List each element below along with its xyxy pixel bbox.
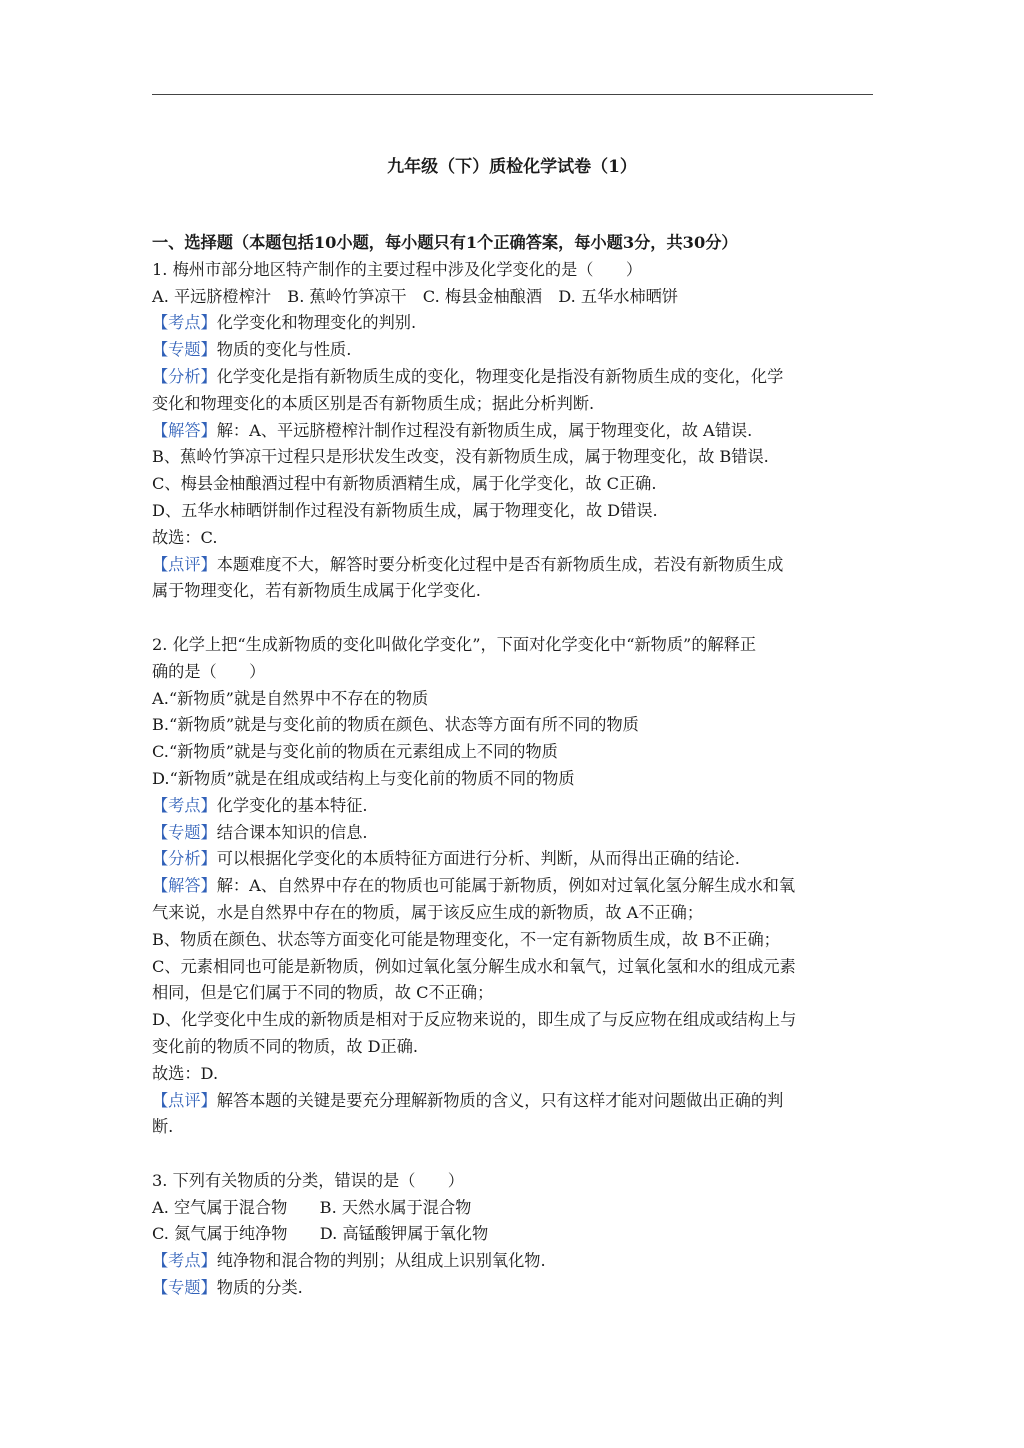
q2-jieda-4: C、元素相同也可能是新物质，例如过氧化氢分解生成水和氧气，过氧化氢和水的组成元素 xyxy=(152,956,796,976)
q1-zhuanti-text: 物质的变化与性质. xyxy=(216,340,352,360)
q1-kaodian xyxy=(152,310,872,337)
q2-option-d: D.“新物质”就是在组成或结构上与变化前的物质不同的物质 xyxy=(152,768,575,788)
q1-fenxi-text: 化学变化是指有新物质生成的变化，物理变化是指没有新物质生成的变化，化学 xyxy=(216,366,784,386)
section-heading: 一、选择题（本题包括10小题，每小题只有1个正确答案，每小题3分，共30分） xyxy=(152,233,738,252)
q2-option-a: A.“新物质”就是自然界中不存在的物质 xyxy=(152,688,429,708)
q2-dianping-cont: 断. xyxy=(152,1117,174,1137)
q2-zhuanti xyxy=(152,820,872,847)
q1-options: A. 平远脐橙榨汁 B. 蕉岭竹笋凉干 C. 梅县金柚酿酒 D. 五华水柿晒饼 xyxy=(152,286,679,306)
q2-fenxi xyxy=(152,846,872,873)
q1-jieda-d: D、五华水柿晒饼制作过程没有新物质生成，属于物理变化，故 D错误. xyxy=(152,500,658,520)
q1-jieda-text: 解：A、平远脐橙榨汁制作过程没有新物质生成，属于物理变化，故 A错误. xyxy=(216,420,753,440)
q3-stem: 3. 下列有关物质的分类，错误的是（ ） xyxy=(152,1170,464,1190)
q2-dianping xyxy=(152,1088,872,1115)
q1-dianping xyxy=(152,552,872,579)
jieda-tag: 【解答】 xyxy=(152,420,217,440)
q3-zhuanti-text: 物质的分类. xyxy=(216,1278,303,1298)
q2-answer: 故选：D. xyxy=(152,1063,219,1083)
q3-options-cd: C. 氮气属于纯净物 D. 高锰酸钾属于氧化物 xyxy=(152,1224,489,1244)
q1-kaodian-text: 化学变化和物理变化的判别. xyxy=(216,313,417,333)
q1-jieda xyxy=(152,418,872,445)
zhuanti-tag: 【专题】 xyxy=(152,822,217,842)
spacer xyxy=(152,605,872,632)
document-body xyxy=(152,230,872,1302)
kaodian-tag: 【考点】 xyxy=(152,313,217,333)
q3-options-ab: A. 空气属于混合物 B. 天然水属于混合物 xyxy=(152,1197,472,1217)
q3-zhuanti xyxy=(152,1275,872,1302)
spacer xyxy=(152,1141,872,1168)
q1-zhuanti xyxy=(152,337,872,364)
zhuanti-tag: 【专题】 xyxy=(152,340,217,360)
jieda-tag: 【解答】 xyxy=(152,876,217,896)
q2-stem: 2. 化学上把“生成新物质的变化叫做化学变化”，下面对化学变化中“新物质”的解释正 xyxy=(152,634,757,654)
kaodian-tag: 【考点】 xyxy=(152,795,217,815)
q1-stem: 1. 梅州市部分地区特产制作的主要过程中涉及化学变化的是（ ） xyxy=(152,259,643,279)
q2-zhuanti-text: 结合课本知识的信息. xyxy=(216,822,368,842)
q1-fenxi xyxy=(152,364,872,391)
q2-jieda-2: 气来说，水是自然界中存在的物质，属于该反应生成的新物质，故 A不正确； xyxy=(152,902,704,922)
dianping-tag: 【点评】 xyxy=(152,1090,217,1110)
fenxi-tag: 【分析】 xyxy=(152,849,217,869)
q2-kaodian-text: 化学变化的基本特征. xyxy=(216,795,368,815)
zhuanti-tag: 【专题】 xyxy=(152,1278,217,1298)
q1-jieda-b: B、蕉岭竹笋凉干过程只是形状发生改变，没有新物质生成，属于物理变化，故 B错误. xyxy=(152,447,769,467)
q2-jieda-text: 解：A、自然界中存在的物质也可能属于新物质，例如对过氧化氢分解生成水和氧 xyxy=(216,876,795,896)
q2-kaodian xyxy=(152,793,872,820)
page-title: 九年级（下）质检化学试卷（1） xyxy=(387,157,637,177)
q1-jieda-c: C、梅县金柚酿酒过程中有新物质酒精生成，属于化学变化，故 C正确. xyxy=(152,474,657,494)
q2-option-c: C.“新物质”就是与变化前的物质在元素组成上不同的物质 xyxy=(152,742,558,762)
q2-option-b: B.“新物质”就是与变化前的物质在颜色、状态等方面有所不同的物质 xyxy=(152,715,639,735)
q2-jieda-5: 相同，但是它们属于不同的物质，故 C不正确； xyxy=(152,983,494,1003)
kaodian-tag: 【考点】 xyxy=(152,1251,217,1271)
q2-stem-cont: 确的是（ ） xyxy=(152,661,266,681)
dianping-tag: 【点评】 xyxy=(152,554,217,574)
q3-kaodian-text: 纯净物和混合物的判别；从组成上识别氧化物. xyxy=(216,1251,546,1271)
q3-kaodian xyxy=(152,1248,872,1275)
q1-fenxi-cont: 变化和物理变化的本质区别是否有新物质生成；据此分析判断. xyxy=(152,393,595,413)
fenxi-tag: 【分析】 xyxy=(152,366,217,386)
q2-jieda xyxy=(152,873,872,900)
q2-jieda-3: B、物质在颜色、状态等方面变化可能是物理变化，不一定有新物质生成，故 B不正确； xyxy=(152,929,780,949)
q2-jieda-7: 变化前的物质不同的物质，故 D正确. xyxy=(152,1036,419,1056)
q1-dianping-text: 本题难度不大，解答时要分析变化过程中是否有新物质生成，若没有新物质生成 xyxy=(216,554,784,574)
q2-fenxi-text: 可以根据化学变化的本质特征方面进行分析、判断，从而得出正确的结论. xyxy=(216,849,740,869)
q2-jieda-6: D、化学变化中生成的新物质是相对于反应物来说的，即生成了与反应物在组成或结构上与 xyxy=(152,1010,797,1030)
q1-answer: 故选：C. xyxy=(152,527,218,547)
q1-dianping-cont: 属于物理变化，若有新物质生成属于化学变化. xyxy=(152,581,481,601)
q2-dianping-text: 解答本题的关键是要充分理解新物质的含义，只有这样才能对问题做出正确的判 xyxy=(216,1090,784,1110)
header-rule xyxy=(152,94,873,95)
